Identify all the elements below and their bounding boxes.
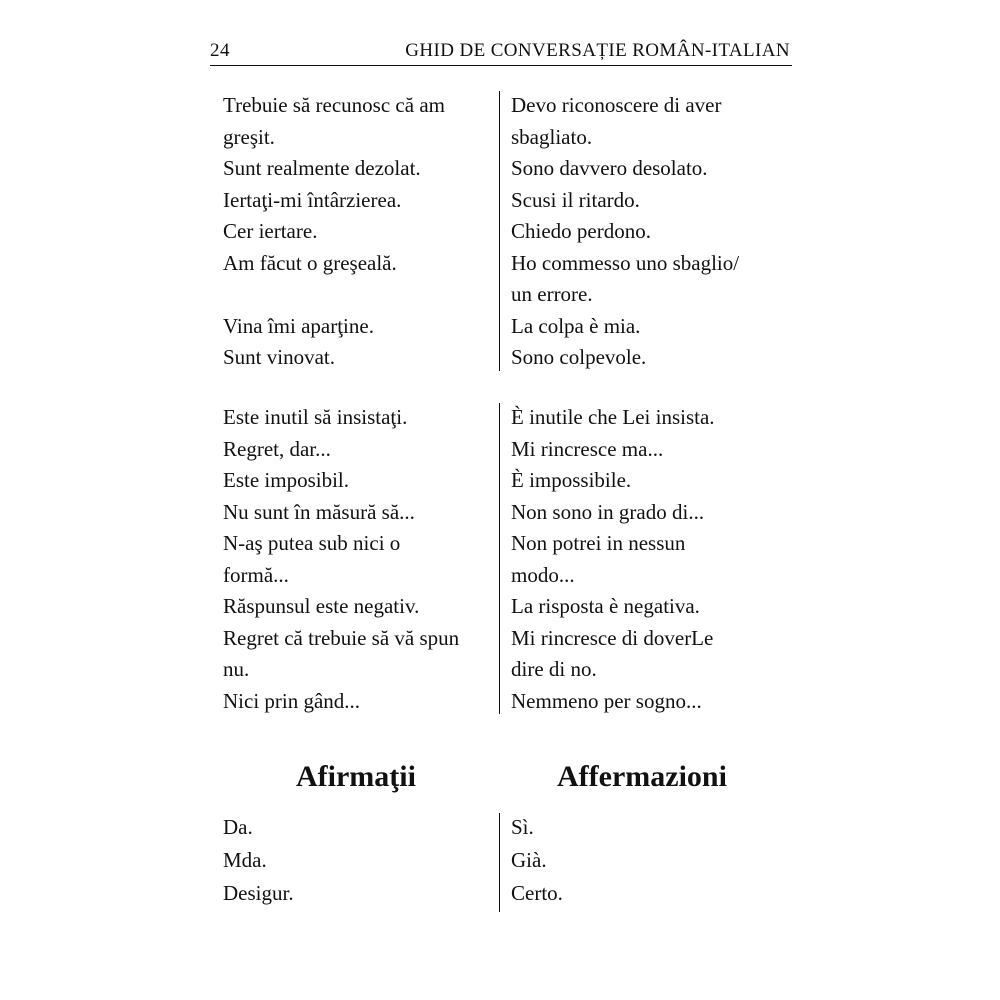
italian-phrase: Scusi il ritardo.	[511, 187, 640, 212]
italian-phrase: Ho commesso uno sbaglio/	[511, 250, 740, 275]
phrase-row	[223, 343, 783, 375]
phrase-row	[223, 435, 783, 467]
page-header	[210, 40, 792, 68]
italian-phrase: modo...	[511, 562, 575, 587]
header-rule	[210, 65, 792, 66]
book-title: GHID DE CONVERSAȚIE ROMÂN-ITALIAN	[405, 40, 790, 61]
phrase-row	[223, 312, 783, 344]
phrase-row	[223, 592, 783, 624]
romanian-phrase: Mda.	[223, 848, 267, 872]
italian-phrase: La colpa è mia.	[511, 313, 641, 338]
italian-phrase: Già.	[511, 848, 547, 872]
phrase-row	[223, 529, 783, 592]
romanian-phrase: Am făcut o greşeală.	[223, 250, 397, 275]
heading-italian: Affermazioni	[557, 760, 727, 793]
phrase-block-apologies	[223, 91, 783, 375]
phrase-block-refusals	[223, 403, 783, 718]
italian-phrase: Sono colpevole.	[511, 345, 647, 369]
romanian-phrase: Trebuie să recunosc că am	[223, 93, 445, 117]
column-divider	[499, 403, 500, 714]
phrase-row	[223, 813, 783, 846]
romanian-phrase: Nu sunt în măsură să...	[223, 499, 415, 524]
romanian-phrase: Răspunsul este negativ.	[223, 594, 420, 618]
romanian-phrase: formă...	[223, 562, 289, 587]
italian-phrase: Sì.	[511, 815, 534, 839]
italian-phrase: dire di no.	[511, 657, 597, 681]
italian-phrase: Sono davvero desolato.	[511, 156, 708, 180]
italian-phrase: un errore.	[511, 282, 593, 306]
phrase-row	[223, 249, 783, 312]
column-divider	[499, 813, 500, 912]
phrase-row	[223, 466, 783, 498]
phrase-row	[223, 91, 783, 154]
phrase-row	[223, 186, 783, 218]
page-number: 24	[210, 40, 230, 61]
romanian-phrase: Cer iertare.	[223, 219, 318, 243]
phrase-row	[223, 624, 783, 687]
romanian-phrase: Regret că trebuie să vă spun	[223, 625, 460, 650]
phrase-row	[223, 498, 783, 530]
phrase-block-affirmations	[223, 813, 783, 912]
heading-romanian: Afirmaţii	[296, 760, 416, 793]
phrase-row	[223, 879, 783, 912]
romanian-phrase: Iertaţi-mi întârzierea.	[223, 187, 402, 212]
phrase-row	[223, 403, 783, 435]
phrase-row	[223, 154, 783, 186]
italian-phrase: sbagliato.	[511, 124, 593, 149]
romanian-phrase: Sunt vinovat.	[223, 345, 336, 369]
italian-phrase: È inutile che Lei insista.	[511, 405, 715, 429]
romanian-phrase: Nici prin gând...	[223, 688, 361, 713]
romanian-phrase: Da.	[223, 815, 253, 839]
italian-phrase: Non potrei in nessun	[511, 531, 686, 555]
romanian-phrase: Este imposibil.	[223, 468, 349, 492]
italian-phrase: Mi rincresce ma...	[511, 436, 664, 461]
italian-phrase: Non sono in grado di...	[511, 499, 705, 524]
italian-phrase: È impossibile.	[511, 468, 632, 492]
romanian-phrase: Desigur.	[223, 881, 294, 905]
romanian-phrase: Sunt realmente dezolat.	[223, 156, 421, 180]
italian-phrase: La risposta è negativa.	[511, 594, 700, 618]
romanian-phrase: N-aş putea sub nici o	[223, 531, 401, 555]
italian-phrase: Chiedo perdono.	[511, 219, 651, 243]
phrase-row	[223, 846, 783, 879]
romanian-phrase: nu.	[223, 657, 250, 681]
phrase-row	[223, 687, 783, 719]
romanian-phrase: Vina îmi aparţine.	[223, 313, 374, 338]
romanian-phrase: Este inutil să insistaţi.	[223, 405, 408, 429]
column-divider	[499, 91, 500, 371]
italian-phrase: Mi rincresce di doverLe	[511, 625, 714, 650]
phrase-row	[223, 217, 783, 249]
romanian-phrase: greşit.	[223, 124, 275, 149]
italian-phrase: Devo riconoscere di aver	[511, 93, 722, 117]
italian-phrase: Nemmeno per sogno...	[511, 688, 702, 713]
romanian-phrase: Regret, dar...	[223, 436, 331, 461]
italian-phrase: Certo.	[511, 881, 563, 905]
